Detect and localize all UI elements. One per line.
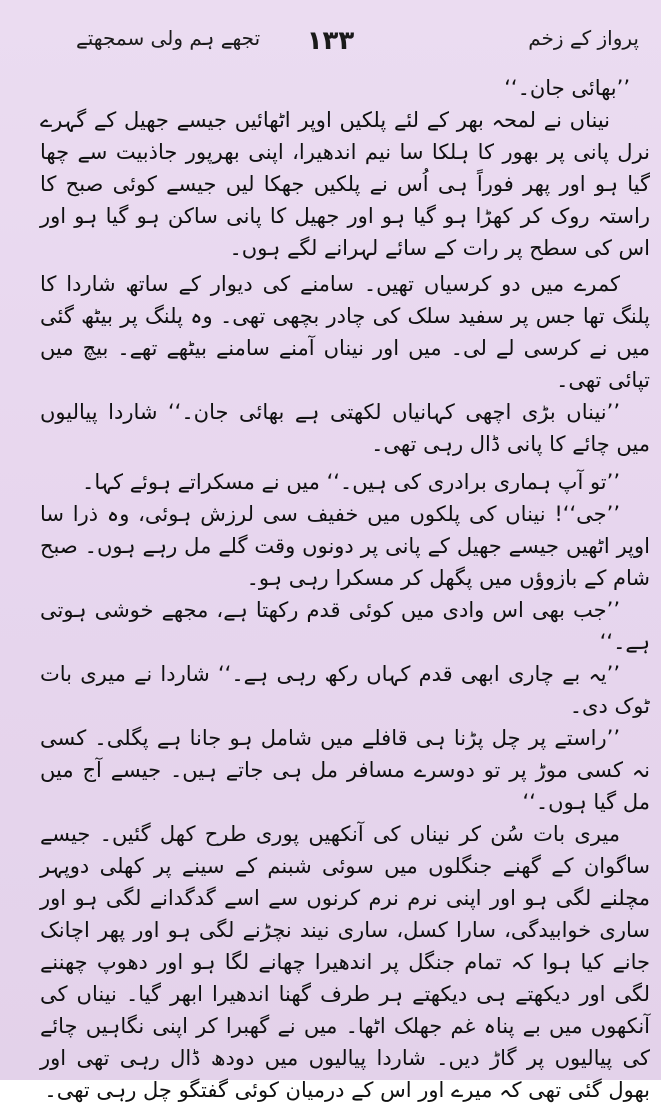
paragraph: ’’راستے پر چل پڑنا ہی قافلے میں شامل ہو جانا ہے پگلی۔ کسی نہ کسی موڑ پر تو دوسرے مسافر مل ہی جاتے ہیں۔ جیسے آج میں مل گیا ہوں۔‘‘ [40, 726, 650, 814]
paragraph: ’’جی‘‘! نیناں کی پلکوں میں خفیف سی لرزش ہوئی، وہ ذرا سا اوپر اٹھیں جیسے جھیل کے پانی پر دونوں وقت گلے مل رہے ہوں۔ صبح شام کے بازوؤں میں پگھل کر مسکرا رہی ہو۔ [40, 502, 650, 590]
paragraph: کمرے میں دو کرسیاں تھیں۔ سامنے کی دیوار کے ساتھ شاردا کا پلنگ تھا جس پر سفید سلک کی چادر بچھی تھی۔ وہ پلنگ پر بیٹھ گئی میں نے کرسی لے لی۔ میں اور نیناں آمنے سامنے بیٹھے تھے۔ بیچ میں تپائی تھی۔ [40, 272, 650, 392]
page-header [0, 0, 661, 62]
paragraph: ’’یہ بے چاری ابھی قدم کہاں رکھ رہی ہے۔‘‘ شاردا نے میری بات ٹوک دی۔ [40, 662, 650, 718]
paragraph: ’’تو آپ ہماری برادری کی ہیں۔‘‘ میں نے مسکراتے ہوئے کہا۔ [82, 470, 620, 494]
book-title: پرواز کے زخم [528, 26, 639, 50]
paragraph: ’’جب بھی اس وادی میں کوئی قدم رکھتا ہے، مجھے خوشی ہوتی ہے۔‘‘ [40, 598, 650, 654]
page-body [40, 72, 650, 1106]
paragraph: نیناں نے لمحہ بھر کے لئے پلکیں اوپر اٹھائیں جیسے جھیل کے گہرے نرل پانی پر بھور کا ہلکا سا نیم اندھیرا، اپنی بھرپور جاذبیت سے چھا گیا ہو اور پھر فوراً ہی اُس نے پلکیں جھکا لیں جیسے کوئی صبح کا راستہ روک کر کھڑا ہو گیا ہو اور جھیل کا پانی ساکن ہو گیا ہو اور اس کی سطح پر رات کے سائے لہرانے لگے ہوں۔ [40, 108, 650, 260]
paragraph: میری بات سُن کر نیناں کی آنکھیں پوری طرح کھل گئیں۔ جیسے ساگوان کے گھنے جنگلوں میں سوئی شبنم کے سینے پر کھلی دوپہر مچلنے لگی ہو اور اپنی نرم نرم کرنوں سے اسے گدگدانے لگی ہو اور ساری خوابیدگی، سارا کسل، ساری نیند نچڑنے لگی ہو اور پھر اچانک جانے کیا ہوا کہ تمام جنگل پر اندھیرا چھانے لگا ہو اور دھوپ چھننے لگی اور دیکھتے ہی دیکھتے ہر طرف گھنا اندھیرا ابھر گیا۔ نیناں کی آنکھوں میں بے پناہ غم جھلک اٹھا۔ میں نے گھبرا کر اپنی نگاہیں چائے کی پیالیوں پر گاڑ دیں۔ شاردا پیالیوں میں دودھ ڈال رہی تھی اور بھول گئی تھی کہ میرے اور اس کے درمیان کوئی گفتگو چل رہی تھی۔ [40, 822, 650, 1102]
page-number: ۱۳۳ [306, 26, 355, 56]
paragraph: ’’بھائی جان۔‘‘ [504, 76, 630, 100]
chapter-title: تجھے ہم ولی سمجھتے [76, 26, 261, 50]
paragraph: ’’نیناں بڑی اچھی کہانیاں لکھتی ہے بھائی جان۔‘‘ شاردا پیالیوں میں چائے کا پانی ڈال رہی تھی۔ [40, 400, 650, 456]
